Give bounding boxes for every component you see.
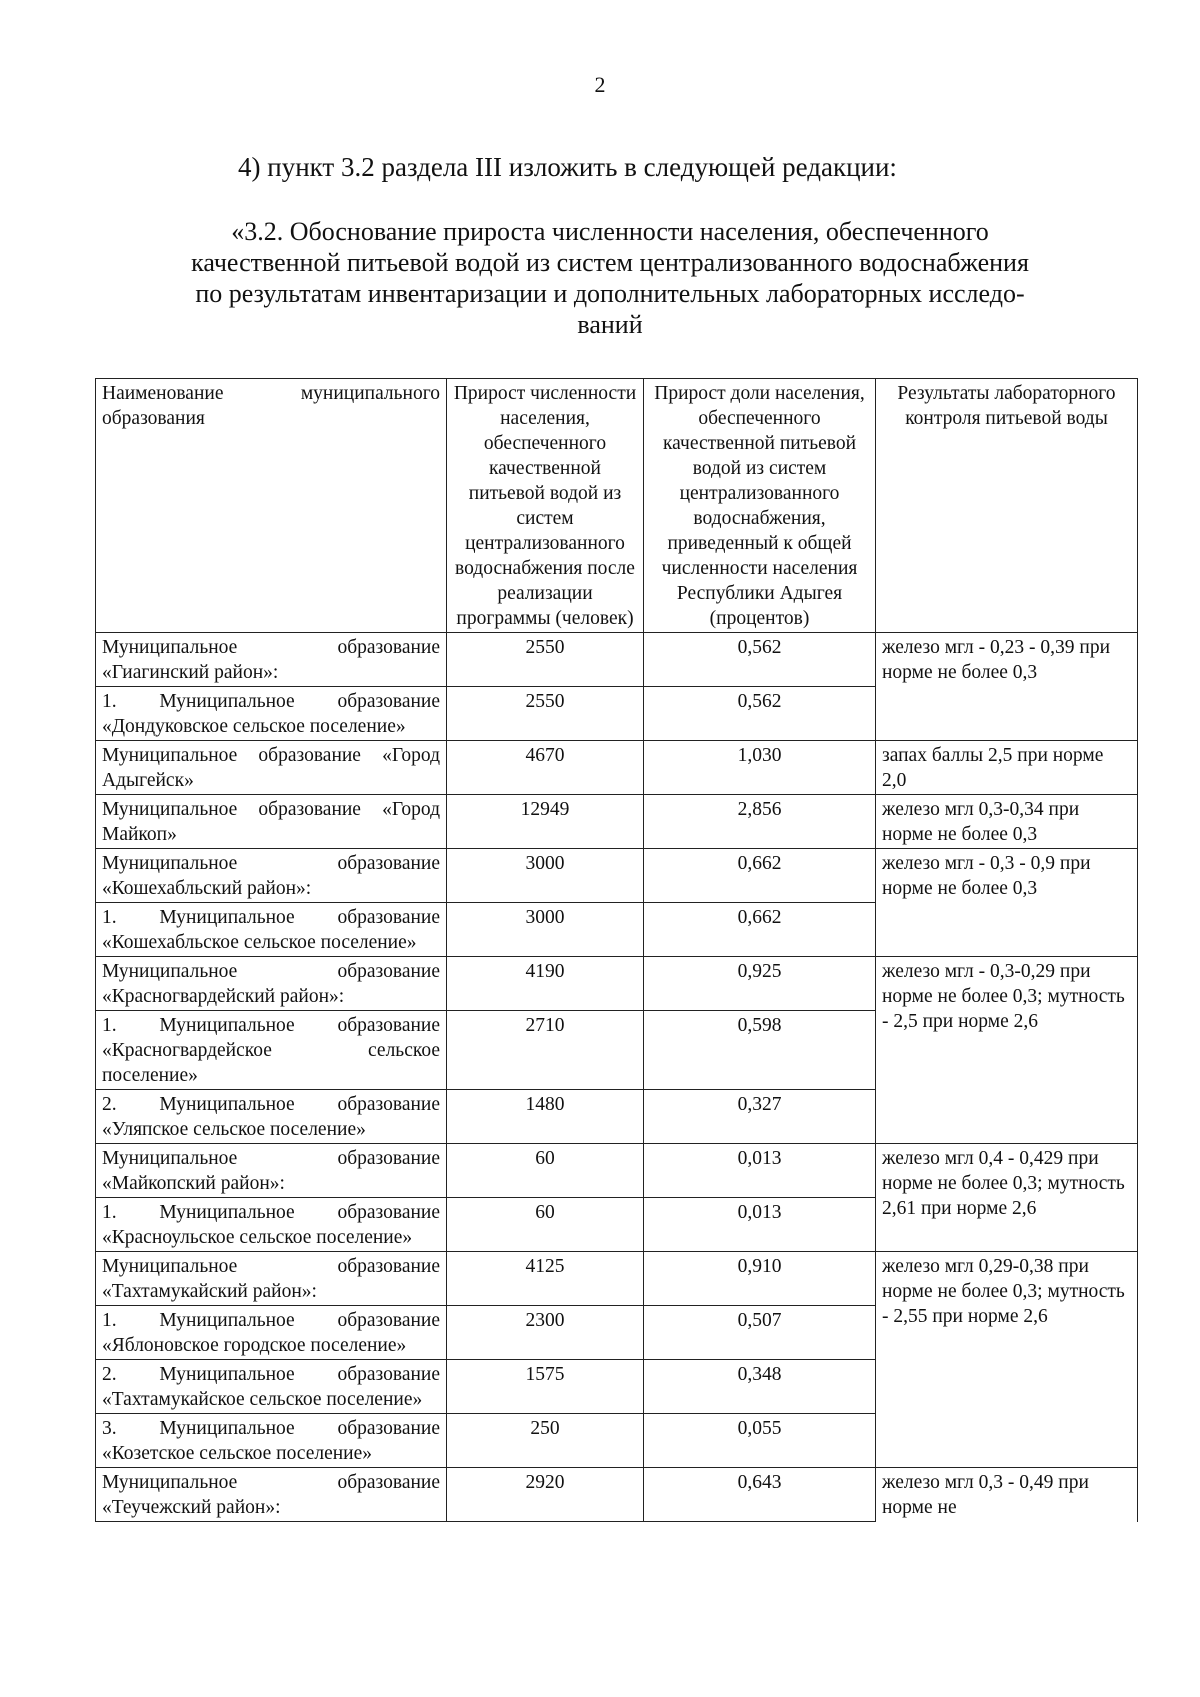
row-name: 1. Муниципальное образование «Яблоновское городское поселение»	[96, 1306, 447, 1360]
row-name: 1. Муниципальное образование «Дондуковское сельское поселение»	[96, 687, 447, 741]
row-population: 2300	[447, 1306, 644, 1360]
header-lab-results: Результаты лабораторного контроля питьевой воды	[876, 379, 1138, 633]
row-name: Муниципальное образование «Тахтамукайский район»:	[96, 1252, 447, 1306]
row-population: 4670	[447, 741, 644, 795]
row-name: Муниципальное образование «Майкопский район»:	[96, 1144, 447, 1198]
row-share: 0,507	[644, 1306, 876, 1360]
row-share: 1,030	[644, 741, 876, 795]
row-population: 250	[447, 1414, 644, 1468]
row-population: 60	[447, 1198, 644, 1252]
row-share: 0,327	[644, 1090, 876, 1144]
row-population: 4125	[447, 1252, 644, 1306]
row-name: 2. Муниципальное образование «Тахтамукайское сельское поселение»	[96, 1360, 447, 1414]
row-name: 1. Муниципальное образование «Красноульское сельское поселение»	[96, 1198, 447, 1252]
section-title-line: качественной питьевой водой из систем централизованного водоснабжения	[191, 248, 1029, 277]
row-share: 0,013	[644, 1144, 876, 1198]
row-population: 4190	[447, 957, 644, 1011]
population-table	[95, 378, 1138, 1522]
row-share: 0,910	[644, 1252, 876, 1306]
row-share: 0,348	[644, 1360, 876, 1414]
row-lab-result: железо мгл 0,3-0,34 при норме не более 0,3	[876, 795, 1138, 849]
row-population: 1480	[447, 1090, 644, 1144]
row-name: Муниципальное образование «Город Майкоп»	[96, 795, 447, 849]
row-name: 1. Муниципальное образование «Кошехабльское сельское поселение»	[96, 903, 447, 957]
row-name: Муниципальное образование «Красногвардейский район»:	[96, 957, 447, 1011]
header-municipality: Наименование муниципального образования	[96, 379, 447, 633]
row-population: 2550	[447, 687, 644, 741]
row-lab-result: железо мгл - 0,3 - 0,9 при норме не более 0,3	[876, 849, 1138, 957]
header-share-growth: Прирост доли населения, обеспеченного качественной питьевой водой из систем централизованного водоснабжения, приведенный к общей численности населения Республики Адыгея (процентов)	[644, 379, 876, 633]
header-population-growth: Прирост численности населения, обеспеченного качественной питьевой водой из систем централизованного водоснабжения после реализации программы (человек)	[447, 379, 644, 633]
row-name: Муниципальное образование «Теучежский район»:	[96, 1468, 447, 1522]
row-share: 0,562	[644, 687, 876, 741]
row-name: 1. Муниципальное образование «Красногвардейское сельское поселение»	[96, 1011, 447, 1090]
row-population: 60	[447, 1144, 644, 1198]
row-share: 2,856	[644, 795, 876, 849]
row-share: 0,055	[644, 1414, 876, 1468]
row-name: 3. Муниципальное образование «Козетское сельское поселение»	[96, 1414, 447, 1468]
row-share: 0,662	[644, 903, 876, 957]
row-population: 3000	[447, 849, 644, 903]
row-share: 0,643	[644, 1468, 876, 1522]
row-lab-result: запах баллы 2,5 при норме 2,0	[876, 741, 1138, 795]
row-lab-result: железо мгл 0,4 - 0,429 при норме не более 0,3; мутность 2,61 при норме 2,6	[876, 1144, 1138, 1252]
amendment-text: 4) пункт 3.2 раздела III изложить в следующей редакции:	[238, 152, 897, 182]
section-title-line: ваний	[577, 310, 643, 339]
section-title	[160, 216, 1060, 340]
table-row	[96, 957, 1138, 1011]
table-row	[96, 1144, 1138, 1198]
table-row	[96, 795, 1138, 849]
row-population: 2710	[447, 1011, 644, 1090]
table-row	[96, 1468, 1138, 1522]
row-share: 0,925	[644, 957, 876, 1011]
row-population: 3000	[447, 903, 644, 957]
row-name: Муниципальное образование «Гиагинский район»:	[96, 633, 447, 687]
table-row	[96, 849, 1138, 903]
row-name: Муниципальное образование «Город Адыгейск»	[96, 741, 447, 795]
table-header-row	[96, 379, 1138, 633]
row-name: Муниципальное образование «Кошехабльский район»:	[96, 849, 447, 903]
row-lab-result: железо мгл - 0,23 - 0,39 при норме не более 0,3	[876, 633, 1138, 741]
row-lab-result: железо мгл 0,3 - 0,49 при норме не	[876, 1468, 1138, 1522]
row-lab-result: железо мгл 0,29-0,38 при норме не более 0,3; мутность - 2,55 при норме 2,6	[876, 1252, 1138, 1468]
row-share: 0,013	[644, 1198, 876, 1252]
row-share: 0,598	[644, 1011, 876, 1090]
page-number: 2	[594, 72, 606, 97]
row-name: 2. Муниципальное образование «Уляпское сельское поселение»	[96, 1090, 447, 1144]
row-population: 12949	[447, 795, 644, 849]
table-row	[96, 741, 1138, 795]
section-title-line: по результатам инвентаризации и дополнительных лабораторных исследо-	[195, 279, 1025, 308]
row-population: 2550	[447, 633, 644, 687]
row-share: 0,662	[644, 849, 876, 903]
row-population: 1575	[447, 1360, 644, 1414]
row-population: 2920	[447, 1468, 644, 1522]
row-lab-result: железо мгл - 0,3-0,29 при норме не более 0,3; мутность - 2,5 при норме 2,6	[876, 957, 1138, 1144]
table-row	[96, 633, 1138, 687]
table-row	[96, 1252, 1138, 1306]
row-share: 0,562	[644, 633, 876, 687]
section-title-line: «3.2. Обоснование прироста численности населения, обеспеченного	[231, 217, 989, 246]
